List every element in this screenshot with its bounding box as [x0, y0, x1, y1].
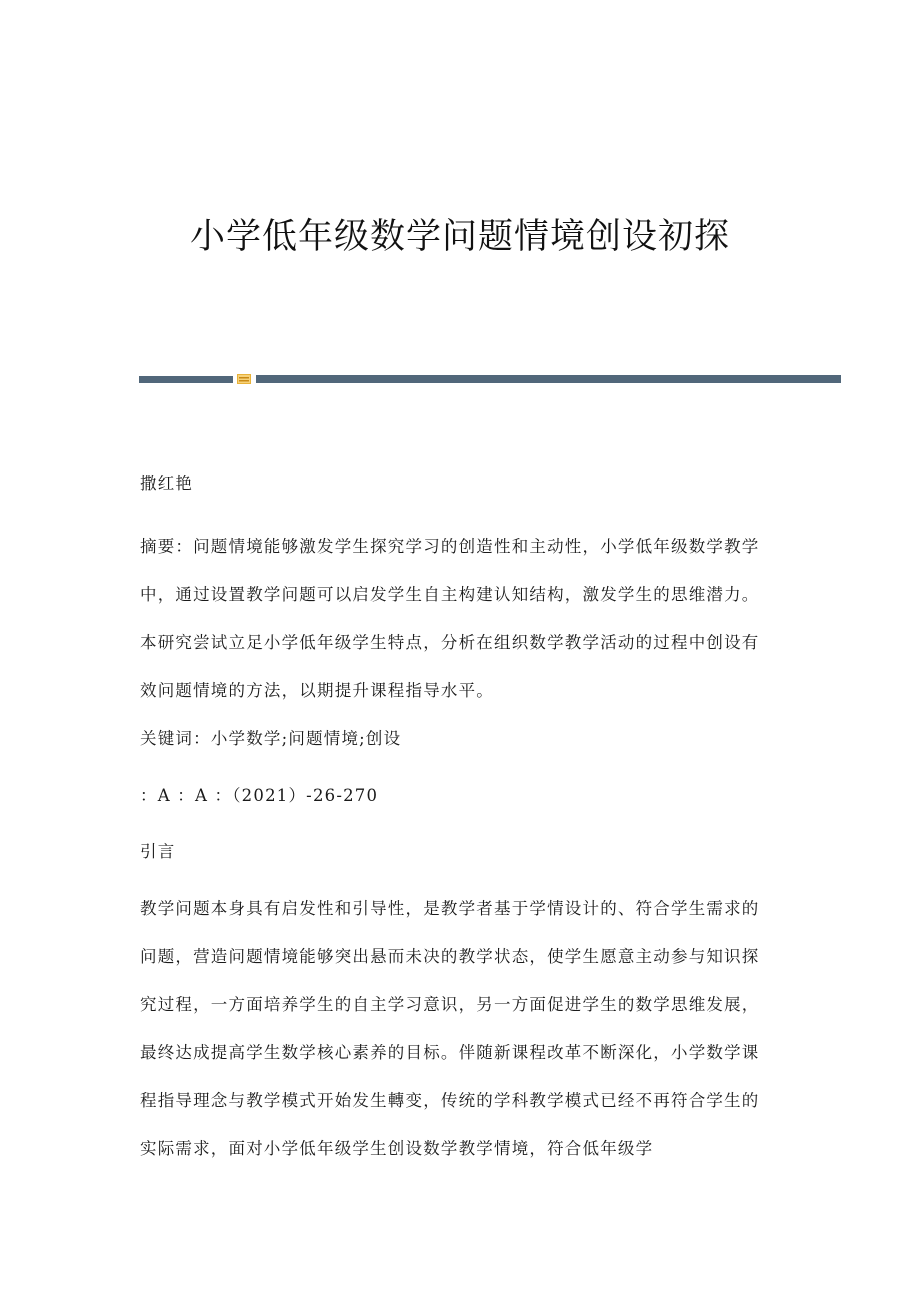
keywords-text: 小学数学;问题情境;创设 — [210, 729, 402, 748]
title-divider — [139, 374, 841, 384]
author-name: 撒红艳 — [140, 474, 194, 493]
document-title: 小学低年级数学问题情境创设初探 — [189, 217, 730, 257]
ornament-icon — [237, 374, 251, 384]
keywords-label: 关键词： — [140, 729, 211, 748]
abstract-text: 问题情境能够激发学生探究学习的创造性和主动性，小学低年级数学教学中，通过设置教学问题可以启发学生自主构建认知结构，激发学生的思维潜力。本研究尝试立足小学低年级学生特点，分析在组织数学教学活动的过程中创设有效问题情境的方法，以期提升课程指导水平。 — [140, 537, 760, 700]
divider-left-bar — [139, 376, 233, 383]
classification-line: ：A ：A ：（2021）-26-270 — [140, 786, 379, 805]
abstract-paragraph — [140, 523, 772, 715]
intro-heading: 引言 — [140, 842, 176, 861]
abstract-label: 摘要： — [140, 537, 194, 556]
keywords-line — [140, 727, 772, 751]
intro-paragraph: 教学问题本身具有启发性和引导性，是教学者基于学情设计的、符合学生需求的问题，营造问题情境能够突出悬而未决的教学状态，使学生愿意主动参与知识探究过程，一方面培养学生的自主学习意识，另一方面促进学生的数学思维发展，最终达成提高学生数学核心素养的目标。伴随新课程改革不断深化，小学数学课程指导理念与教学模式开始发生轉变，传统的学科教学模式已经不再符合学生的实际需求，面对小学低年级学生创设数学教学情境，符合低年级学 — [140, 899, 760, 1158]
divider-right-bar — [256, 375, 841, 383]
